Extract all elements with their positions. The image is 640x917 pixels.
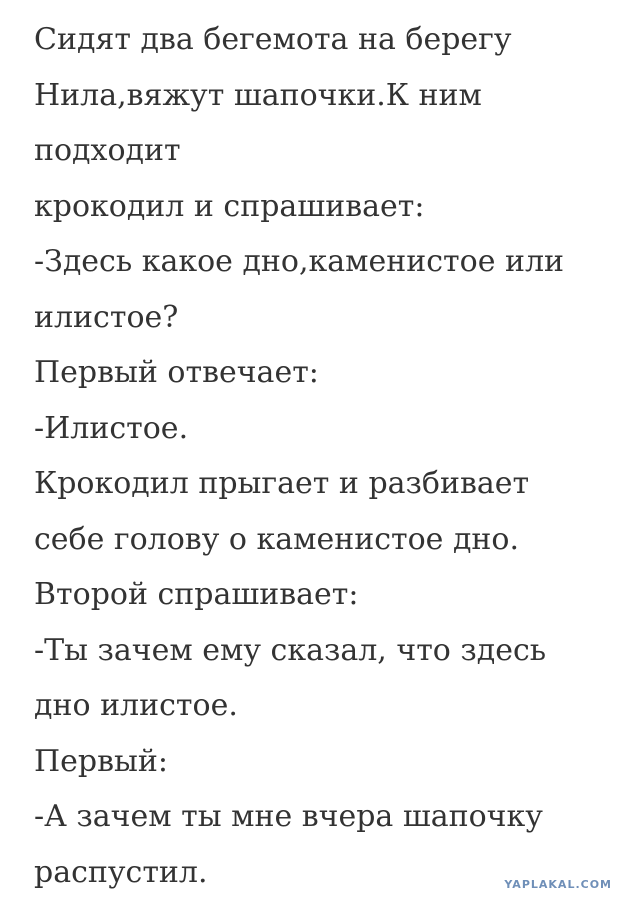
joke-line: Нила,вяжут шапочки.К ним	[34, 77, 482, 113]
joke-line: илистое?	[34, 299, 179, 335]
joke-line: распустил.	[34, 854, 208, 890]
joke-text	[34, 12, 624, 900]
site-watermark: YAPLAKAL.COM	[504, 878, 612, 891]
joke-line: -Здесь какое дно,каменистое или	[34, 244, 565, 279]
joke-line: -А зачем ты мне вчера шапочку	[34, 799, 543, 834]
joke-line: себе голову о каменистое дно.	[34, 521, 520, 557]
joke-line: -Ты зачем ему сказал, что здесь	[34, 632, 547, 668]
joke-line: подходит	[34, 133, 181, 168]
joke-line: -Илистое.	[34, 410, 189, 446]
joke-line: дно илистое.	[34, 688, 238, 723]
joke-line: Первый:	[34, 743, 168, 779]
joke-line: Второй спрашивает:	[34, 577, 359, 612]
joke-line: крокодил и спрашивает:	[34, 188, 425, 224]
joke-line: Крокодил прыгает и разбивает	[34, 466, 530, 501]
joke-line: Первый отвечает:	[34, 355, 319, 390]
joke-line: Сидят два бегемота на берегу	[34, 22, 512, 57]
